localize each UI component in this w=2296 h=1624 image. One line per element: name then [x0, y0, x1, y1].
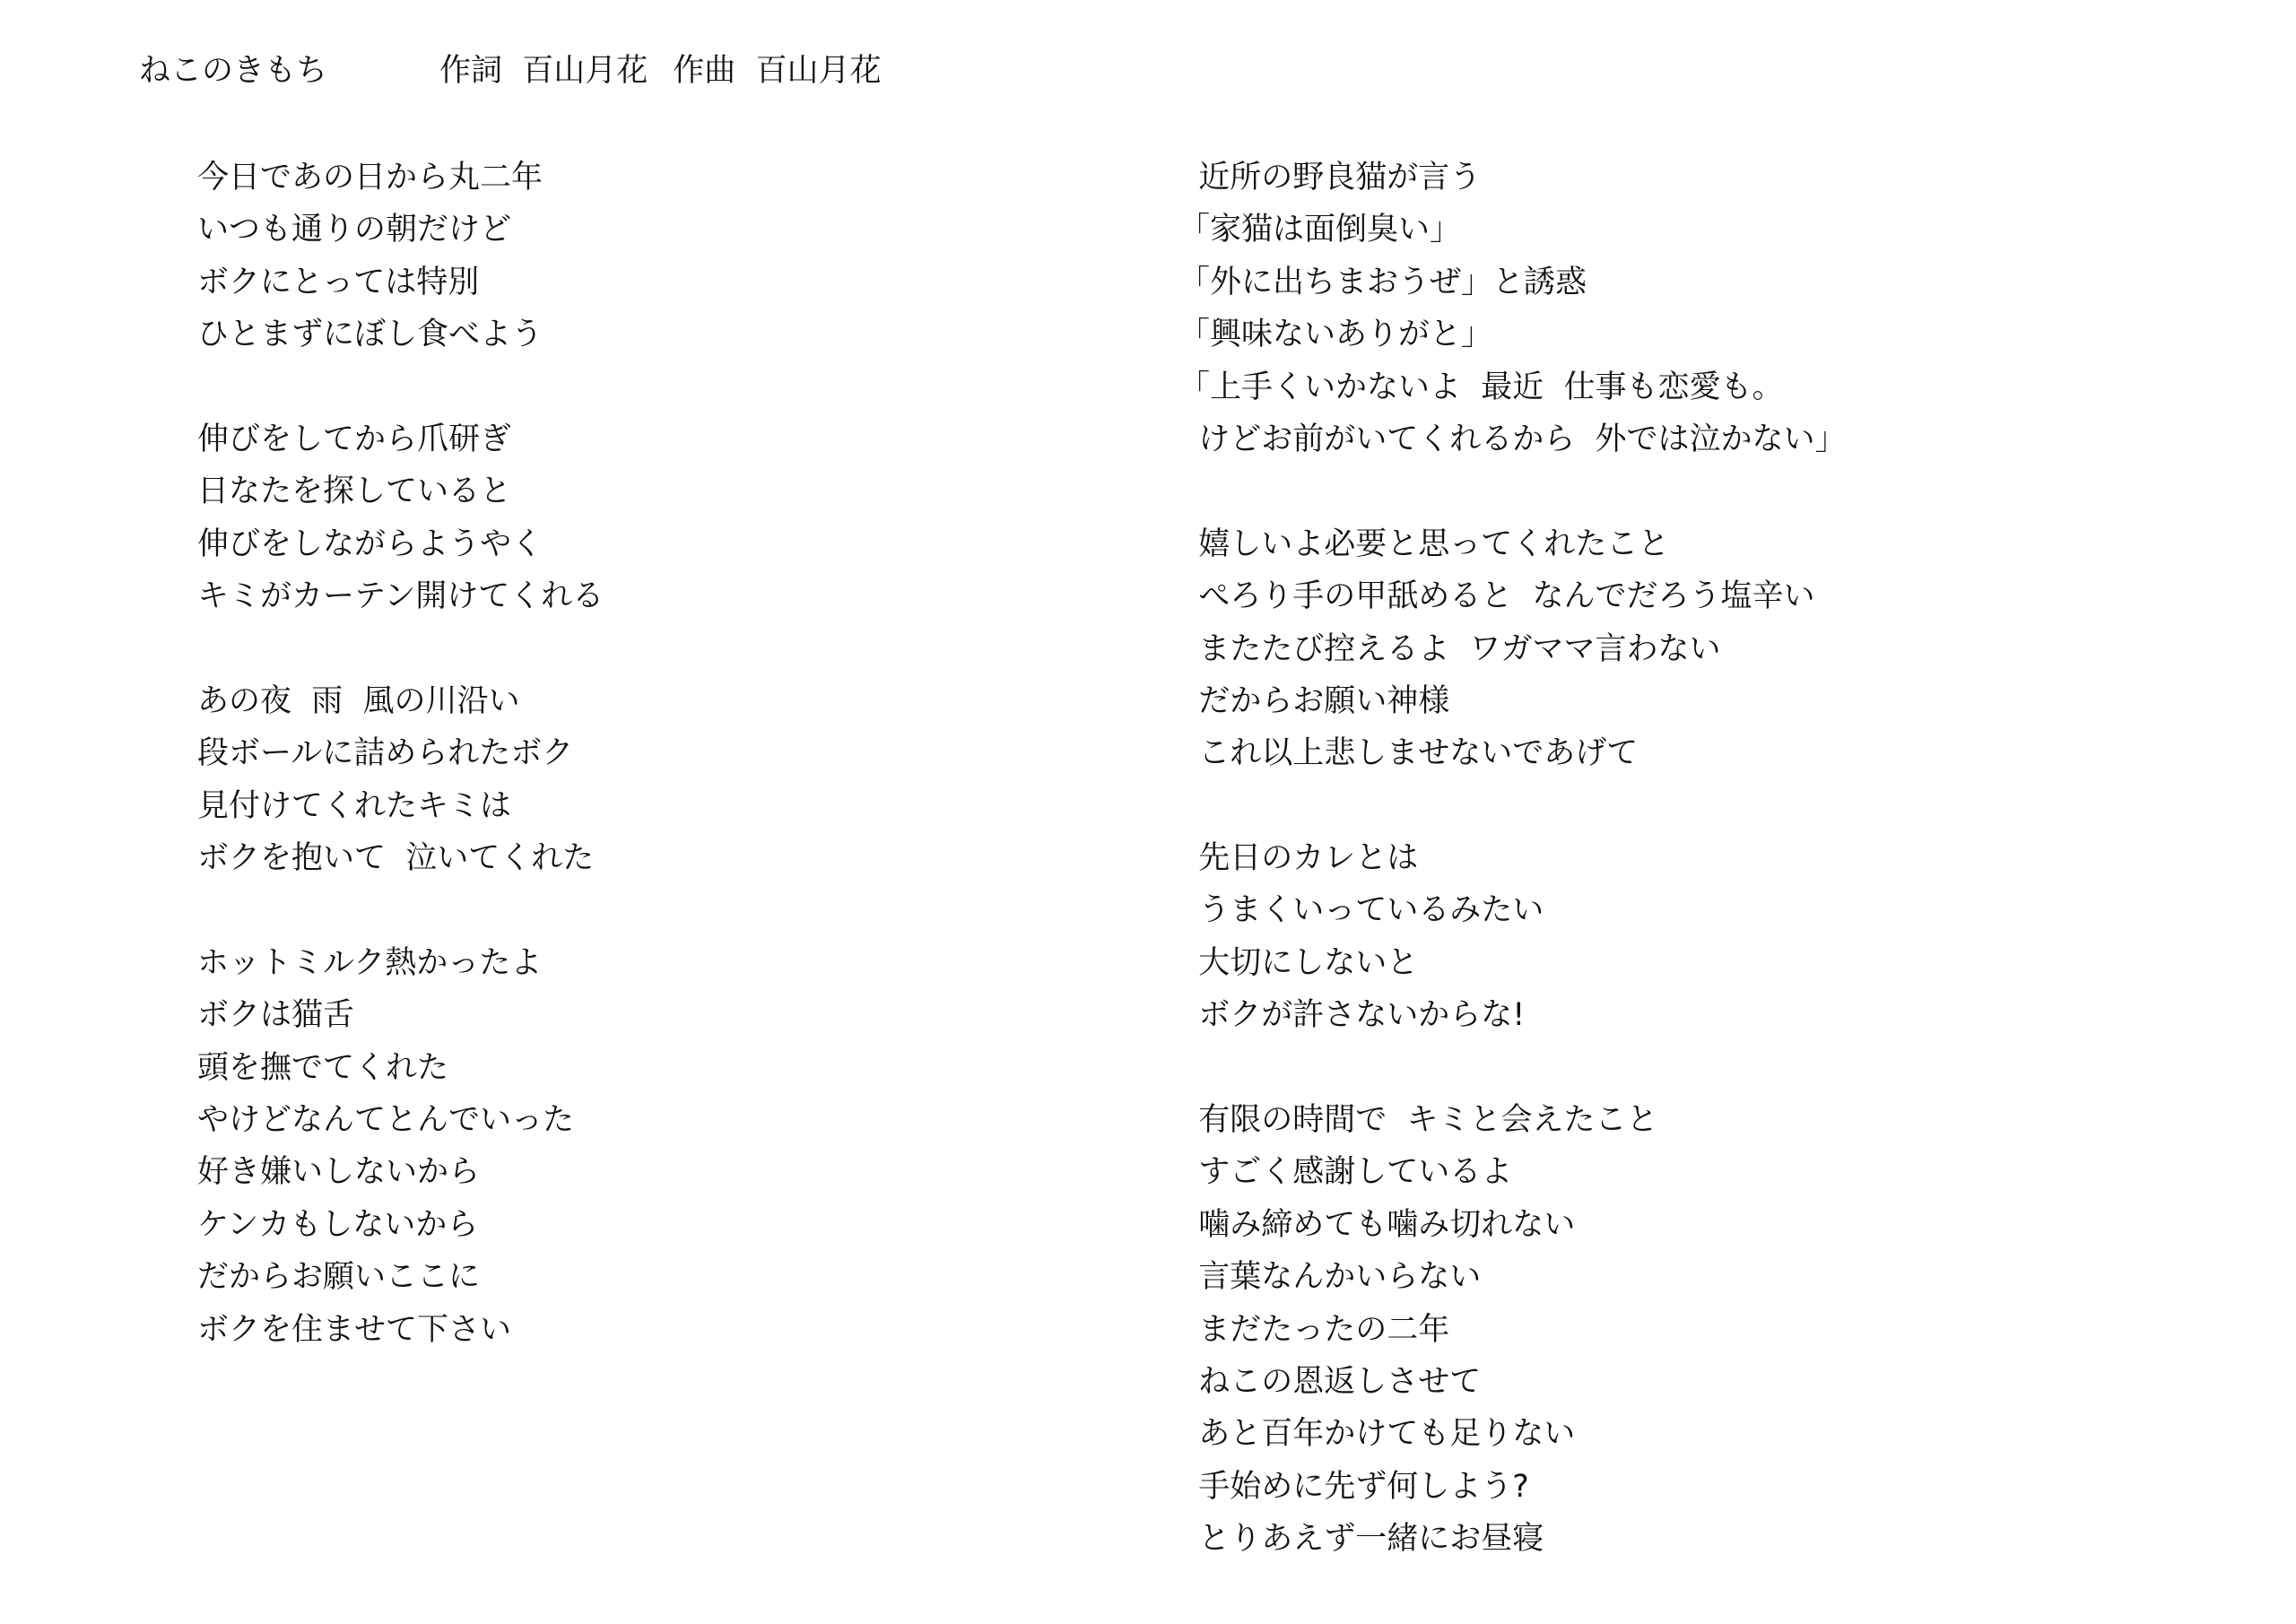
lyric-line: ケンカもしないから [197, 1206, 479, 1243]
lyric-line: まだたったの二年 [1178, 1311, 1450, 1348]
lyric-line: 「家猫は面倒臭い」 [1178, 212, 1462, 248]
lyric-line: またたび控えるよ ワガママ言わない [1178, 630, 1721, 667]
lyric-line: ひとまずにぼし食べよう [197, 317, 544, 353]
lyric-line [1178, 465, 1847, 517]
lyric-line: 近所の野良猫が言う [1178, 160, 1482, 195]
lyric-line: 大切にしないと [1178, 944, 1419, 981]
document-header [139, 47, 882, 95]
lyric-line: ホットミルク熱かったよ [197, 944, 543, 981]
lyric-line: すごく感謝しているよ [1178, 1154, 1513, 1191]
lyric-line: あと百年かけても足りない [1178, 1416, 1576, 1453]
lyric-line: 嬉しいよ必要と思ってくれたこと [1178, 525, 1670, 562]
lyric-line [1178, 1042, 1847, 1094]
lyric-line: だからお願いここに [197, 1259, 481, 1296]
lyric-line: うまくいっているみたい [1178, 892, 1544, 929]
lyric-line [197, 623, 604, 675]
composer-credit: 作曲 百山月花 [673, 53, 882, 89]
lyric-line: 伸びをしながらようやく [197, 525, 544, 562]
lyric-line: ぺろり手の甲舐めると なんでだろう塩辛い [1178, 578, 1815, 615]
lyric-line: とりあえず一緒にお昼寝 [1178, 1521, 1544, 1558]
lyric-line: 日なたを探していると [197, 473, 512, 510]
lyric-line: ボクを住ませて下さい [197, 1311, 512, 1348]
lyric-line: 頭を撫でてくれた [197, 1049, 449, 1086]
lyric-line: 好き嫌いしないから [197, 1154, 481, 1191]
lyricist-credit: 作詞 百山月花 [439, 53, 648, 89]
song-title: ねこのきもち [139, 53, 328, 89]
lyric-line: 手始めに先ず何しよう? [1178, 1468, 1529, 1505]
lyric-line: だからお願い神様 [1178, 682, 1450, 719]
lyric-line: いつも通りの朝だけど [197, 212, 512, 248]
lyric-line: あの夜 雨 風の川沿い [197, 682, 520, 719]
lyric-line: これ以上悲しませないであげて [1178, 735, 1639, 772]
lyrics-left-column [197, 152, 604, 1356]
lyric-line: キミがカーテン開けてくれる [197, 578, 604, 615]
lyric-line [197, 884, 604, 936]
lyric-line: ボクが許さないからな! [1178, 997, 1526, 1034]
lyric-line [1178, 780, 1847, 832]
lyric-line: ねこの恩返しさせて [1178, 1363, 1482, 1400]
lyric-line: 「上手くいかないよ 最近 仕事も恋愛も。 [1178, 369, 1784, 405]
lyric-line: ボクにとっては特別 [197, 264, 480, 300]
lyric-line: ボクを抱いて 泣いてくれた [197, 840, 595, 877]
lyric-line: 今日であの日から丸二年 [197, 160, 544, 195]
lyric-line: 見付けてくれたキミは [197, 787, 512, 824]
lyric-line: 先日のカレとは [1178, 840, 1419, 877]
lyric-line: ボクは猫舌 [197, 997, 355, 1034]
lyric-line: 言葉なんかいらない [1178, 1259, 1482, 1296]
lyric-line: やけどなんてとんでいった [197, 1102, 575, 1139]
lyric-line [197, 361, 604, 413]
lyric-line: 「外に出ちまおうぜ」と誘惑 [1178, 264, 1587, 300]
lyric-line: 伸びをしてから爪研ぎ [197, 421, 512, 457]
lyric-line: 有限の時間で キミと会えたこと [1178, 1102, 1658, 1139]
lyric-line: 段ボールに詰められたボク [197, 735, 574, 772]
lyric-line: 噛み締めても噛み切れない [1178, 1206, 1576, 1243]
lyric-line: 「興味ないありがと」 [1178, 317, 1493, 353]
lyric-line: けどお前がいてくれるから 外では泣かない」 [1178, 421, 1847, 457]
lyrics-right-column [1178, 152, 1847, 1566]
